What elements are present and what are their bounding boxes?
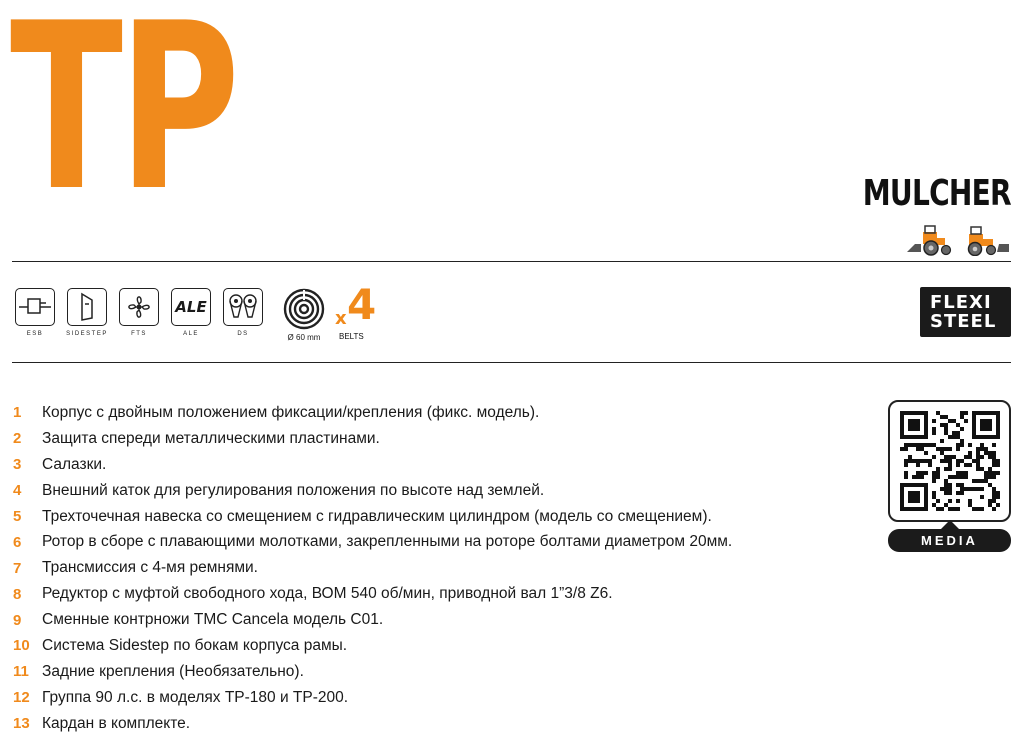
esb-icon [19, 294, 51, 320]
feature-ale [169, 288, 213, 337]
item-text: Трехточечная навеска со смещением с гидравлическим цилиндром (модель со смещением). [42, 507, 712, 525]
item-number: 13 [13, 715, 30, 733]
model-title: TP [10, 0, 236, 242]
item-text: Корпус с двойным положением фиксации/крепления (фикс. модель). [42, 403, 540, 421]
flexisteel-logo [920, 287, 1011, 337]
list-item [13, 555, 732, 581]
item-number: 10 [13, 637, 30, 655]
item-text: Защита спереди металлическими пластинами. [42, 429, 380, 447]
list-item [13, 504, 732, 530]
feature-fts [117, 288, 161, 337]
feature-label: ALE [183, 331, 199, 337]
item-text: Задние крепления (Необязательно). [42, 662, 304, 680]
feature-esb [13, 288, 57, 337]
item-text: Кардан в комплекте. [42, 714, 191, 732]
rotor-label: Ø 60 mm [287, 333, 321, 342]
belts-badge [333, 280, 379, 344]
list-item [13, 607, 732, 633]
item-text: Сменные контрножи ТМС Cancela модель C01. [42, 611, 384, 629]
item-text: Группа 90 л.с. в моделях TP-180 и TP-200. [42, 688, 349, 706]
item-number: 6 [13, 533, 22, 551]
fts-icon [124, 292, 154, 322]
list-item [13, 452, 732, 478]
media-qr-block[interactable] [888, 400, 1011, 552]
category-title: MULCHER [862, 173, 1011, 214]
feature-ds [221, 288, 265, 337]
feature-icons [13, 288, 265, 337]
item-text: Салазки. [42, 455, 107, 473]
item-number: 1 [13, 404, 22, 422]
item-text: Трансмиссия с 4-мя ремнями. [42, 559, 258, 577]
item-number: 2 [13, 430, 22, 448]
item-text: Ротор в сборе с плавающими молотками, закрепленными на роторе болтами диаметром 20мм. [42, 533, 733, 551]
list-item [13, 426, 732, 452]
qr-code-icon[interactable] [900, 411, 1000, 511]
rotor-diameter [282, 288, 326, 342]
item-text: Редуктор с муфтой свободного хода, ВОМ 540 об/мин, приводной вал 1”3/8 Z6. [42, 585, 613, 603]
header-divider [12, 261, 1011, 262]
brand-line1: FLEXI [930, 292, 992, 313]
feature-label: ESB [26, 331, 44, 337]
item-number: 5 [13, 508, 22, 525]
feature-label: FTS [131, 331, 147, 337]
tractor-icons [905, 222, 1011, 256]
sidestep-icon [77, 292, 97, 322]
belts-count: 4 [347, 280, 377, 329]
list-item [13, 581, 732, 607]
list-item [13, 633, 732, 659]
list-item [13, 685, 732, 711]
list-item [13, 529, 732, 555]
item-number: 8 [13, 585, 22, 603]
brand-line2: STEEL [930, 311, 997, 332]
feature-sidestep [65, 288, 109, 337]
media-button[interactable]: MEDIA [888, 529, 1011, 552]
item-number: 3 [13, 456, 22, 474]
list-item [13, 711, 732, 737]
tractor-front-mulcher-icon [905, 222, 953, 256]
list-item [13, 478, 732, 504]
rotor-icon [283, 288, 325, 330]
item-number: 7 [13, 559, 22, 577]
qr-code-frame [888, 400, 1011, 522]
list-item [13, 659, 732, 685]
feature-label: DS [237, 331, 249, 337]
item-number: 9 [13, 611, 22, 629]
list-item [13, 400, 732, 426]
item-number: 12 [13, 689, 30, 707]
tractor-rear-mulcher-icon [963, 222, 1011, 256]
item-number: 4 [13, 482, 22, 500]
ale-icon: ALE [175, 298, 207, 316]
features-list [13, 400, 732, 737]
item-text: Внешний каток для регулирования положения по высоте над землей. [42, 481, 545, 499]
item-text: Система Sidestep по бокам корпуса рамы. [42, 636, 348, 654]
feature-label: SIDESTEP [66, 331, 108, 337]
belts-label: BELTS [339, 332, 364, 341]
ds-icon [227, 292, 259, 322]
belts-prefix: x [335, 308, 347, 329]
features-divider [12, 362, 1011, 363]
item-number: 11 [13, 663, 29, 681]
